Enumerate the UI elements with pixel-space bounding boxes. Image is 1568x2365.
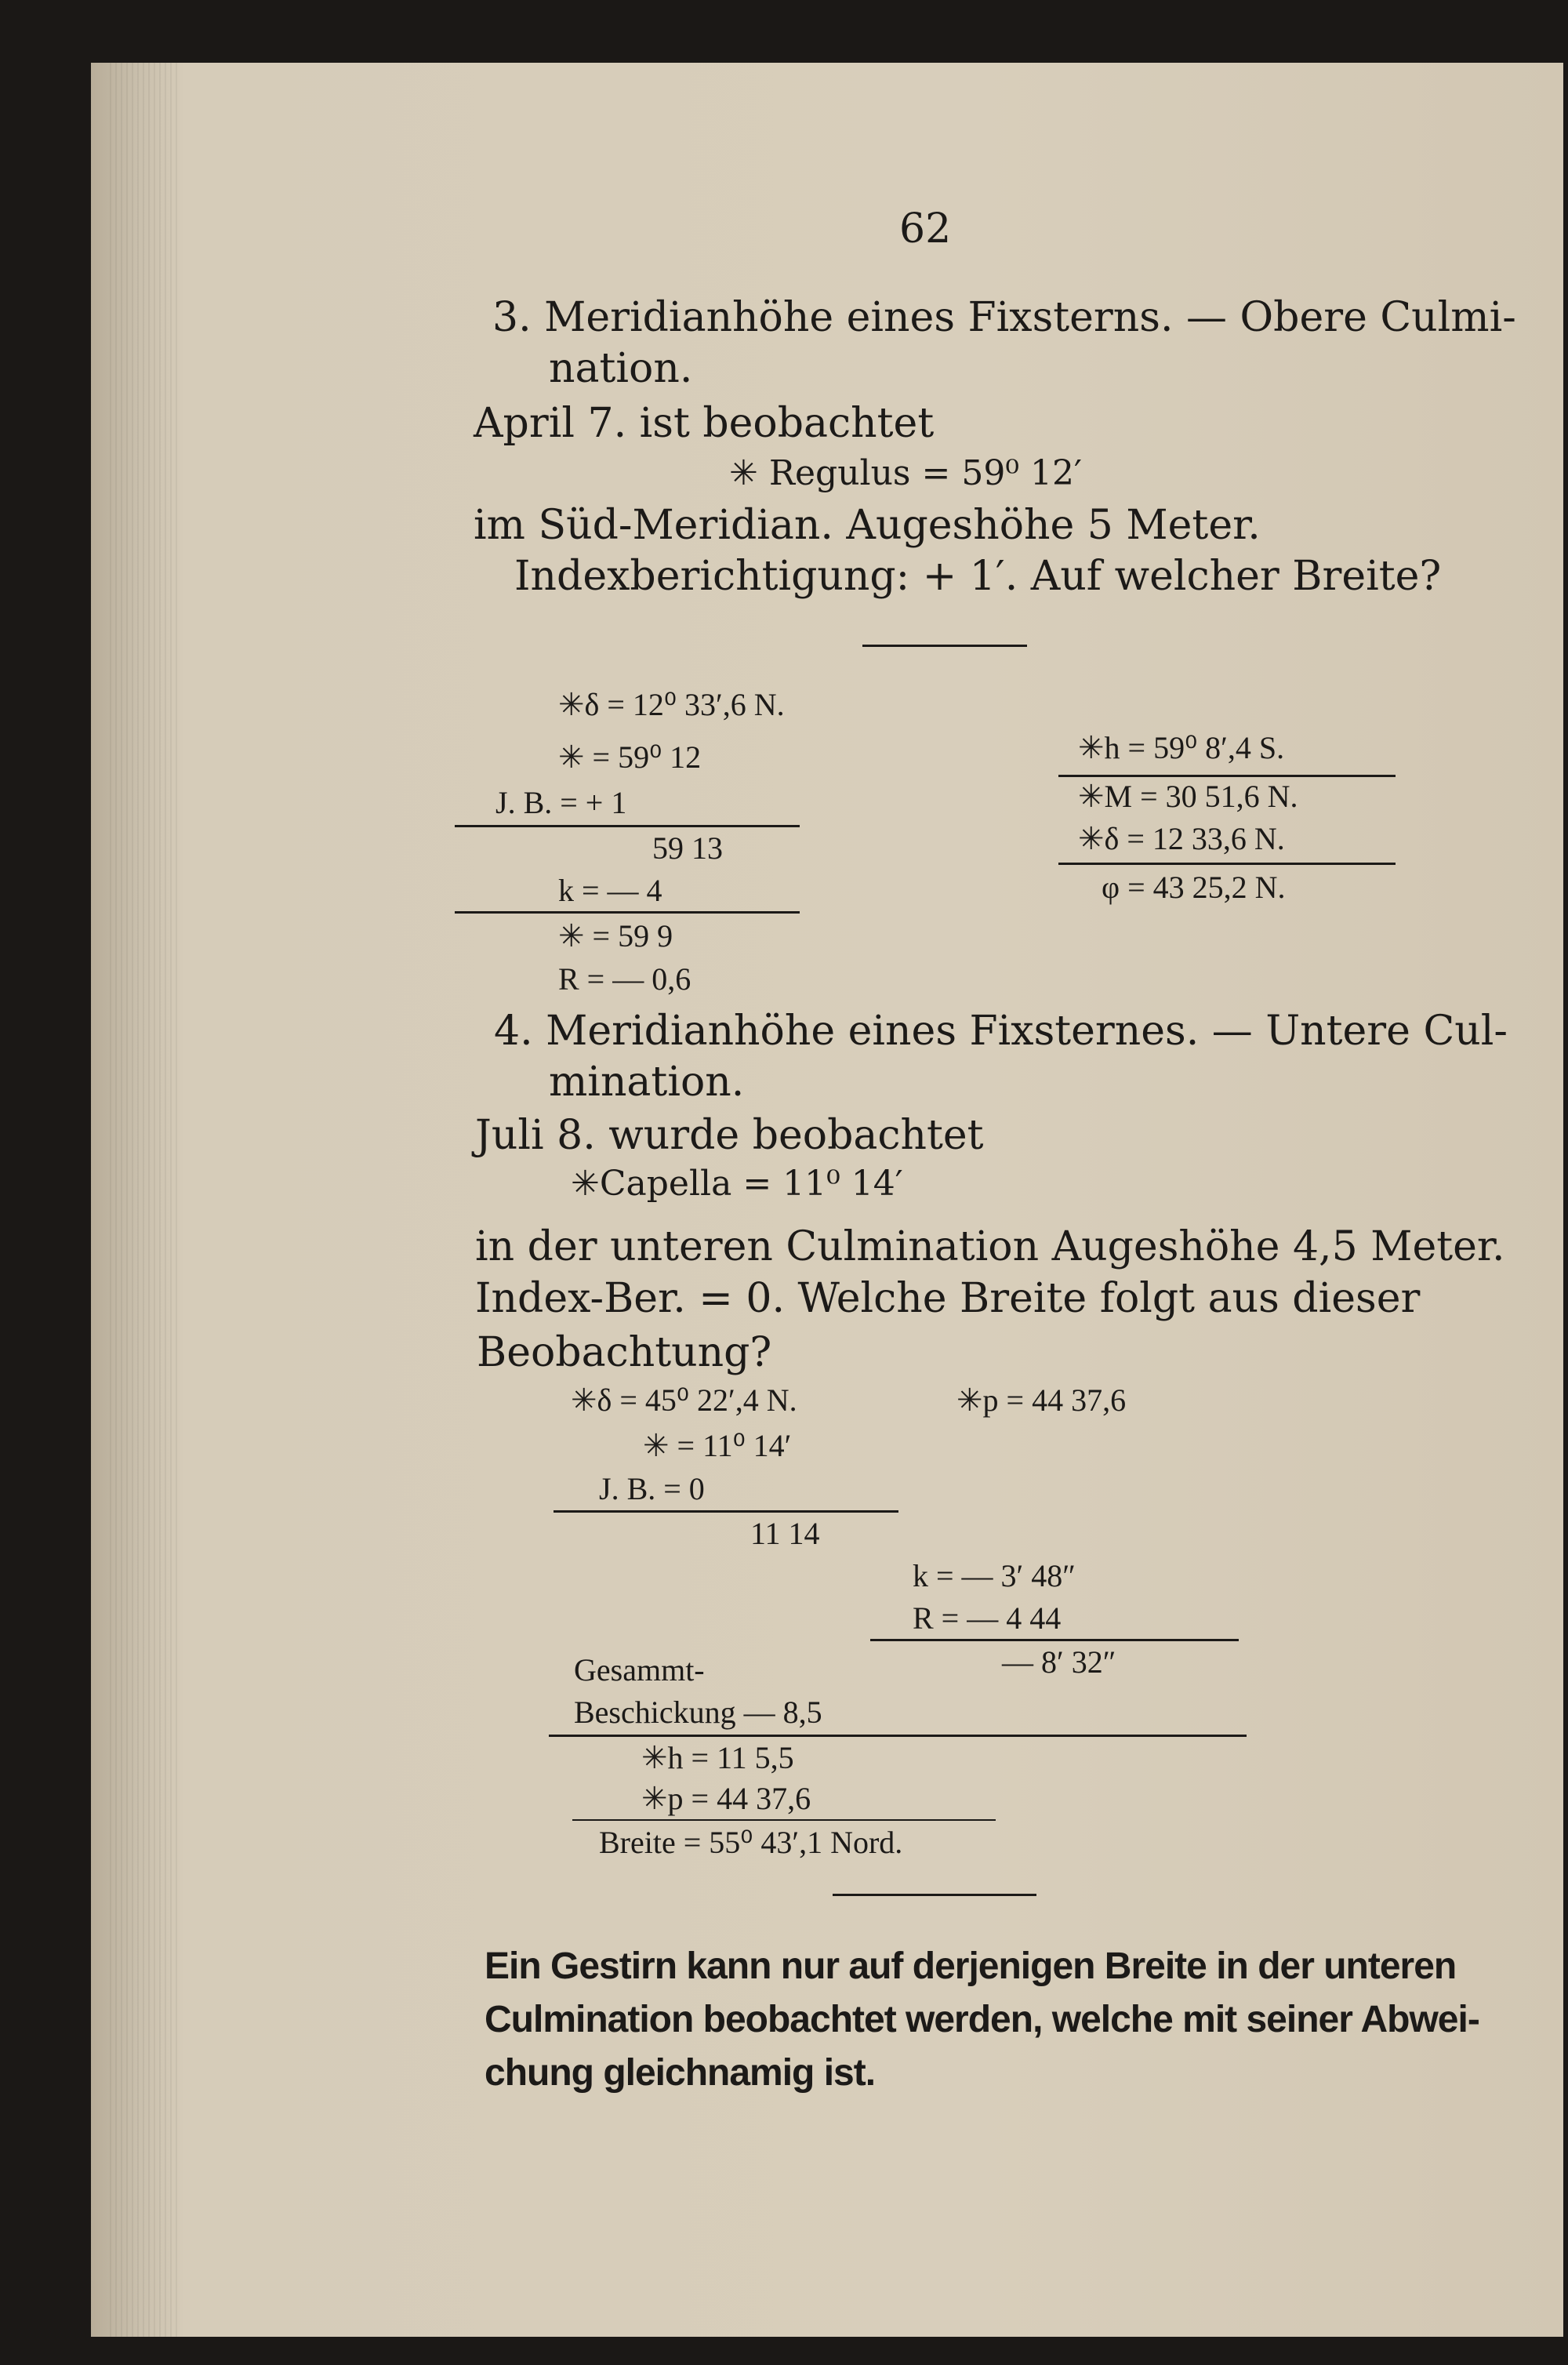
calc3-star2: ✳ = 59 9 bbox=[558, 918, 673, 954]
calc3-k: k = — 4 bbox=[558, 873, 662, 908]
calc4-total: — 8′ 32″ bbox=[1002, 1644, 1116, 1680]
calc4-rule-2 bbox=[870, 1639, 1239, 1641]
note-line-2: Culmination beobachtet werden, welche mit seiner Abwei- bbox=[485, 1999, 1479, 2040]
calc4-rule-4 bbox=[572, 1819, 996, 1821]
separator-1 bbox=[862, 645, 1027, 647]
calc3-decl: ✳δ = 12⁰ 33′,6 N. bbox=[558, 687, 785, 722]
calc3-star: ✳ = 59⁰ 12 bbox=[558, 739, 702, 775]
calc4-h: ✳h = 11 5,5 bbox=[641, 1740, 794, 1775]
section4-line-c: Beobachtung? bbox=[477, 1329, 772, 1376]
section4-heading-2: mination. bbox=[549, 1059, 745, 1106]
calc4-p: ✳p = 44 37,6 bbox=[641, 1781, 811, 1816]
calc3-rule-2 bbox=[455, 911, 800, 914]
section4-date: Juli 8. wurde beobachtet bbox=[475, 1112, 984, 1159]
calc3-decl-r: ✳δ = 12 33,6 N. bbox=[1078, 821, 1285, 856]
calc4-R: R = — 4 44 bbox=[913, 1600, 1062, 1636]
section3-index: Indexberichtigung: + 1′. Auf welcher Breite? bbox=[514, 553, 1442, 600]
calc3-rule-r2 bbox=[1058, 863, 1396, 865]
page-edges bbox=[110, 63, 180, 2337]
section3-heading-2: nation. bbox=[549, 345, 693, 392]
calc4-decl: ✳δ = 45⁰ 22′,4 N. bbox=[571, 1382, 797, 1418]
section3-observed: ✳ Regulus = 59⁰ 12′ bbox=[729, 453, 1082, 493]
calc4-jb: J. B. = 0 bbox=[599, 1471, 705, 1506]
gesammt-2: Beschickung — 8,5 bbox=[574, 1695, 822, 1730]
calc4-rule-1 bbox=[554, 1510, 898, 1513]
calc4-breite: Breite = 55⁰ 43′,1 Nord. bbox=[599, 1825, 903, 1860]
calc3-rule-r1 bbox=[1058, 775, 1396, 777]
page-number: 62 bbox=[899, 205, 952, 252]
section3-meridian: im Süd-Meridian. Augeshöhe 5 Meter. bbox=[474, 502, 1261, 549]
calc3-sum: 59 13 bbox=[652, 830, 723, 866]
calc4-k: k = — 3′ 48″ bbox=[913, 1558, 1076, 1593]
section3-heading-1: 3. Meridianhöhe eines Fixsterns. — Obere Culmi- bbox=[492, 294, 1516, 341]
gesammt-1: Gesammt- bbox=[574, 1652, 705, 1687]
calc4-star: ✳ = 11⁰ 14′ bbox=[643, 1428, 792, 1463]
calc3-M: ✳M = 30 51,6 N. bbox=[1078, 779, 1298, 814]
calc3-rule-1 bbox=[455, 825, 800, 827]
section4-heading-1: 4. Meridianhöhe eines Fixsternes. — Untere Cul- bbox=[494, 1008, 1508, 1055]
section4-line-b: Index-Ber. = 0. Welche Breite folgt aus dieser bbox=[475, 1275, 1421, 1322]
section3-date: April 7. ist beobachtet bbox=[474, 400, 935, 447]
calc4-sum: 11 14 bbox=[750, 1516, 820, 1551]
note-line-1: Ein Gestirn kann nur auf derjenigen Breite in der unteren bbox=[485, 1945, 1457, 1987]
calc3-h: ✳h = 59⁰ 8′,4 S. bbox=[1078, 730, 1285, 765]
calc3-jb: J. B. = + 1 bbox=[495, 785, 627, 820]
calc4-p-top: ✳p = 44 37,6 bbox=[956, 1382, 1127, 1418]
note-line-3: chung gleichnamig ist. bbox=[485, 2052, 876, 2094]
calc4-rule-3 bbox=[549, 1735, 1247, 1737]
separator-2 bbox=[833, 1894, 1036, 1896]
section4-observed: ✳Capella = 11⁰ 14′ bbox=[571, 1164, 903, 1204]
section4-line-a: in der unteren Culmination Augeshöhe 4,5 Meter. bbox=[475, 1223, 1505, 1270]
calc3-phi: φ = 43 25,2 N. bbox=[1102, 870, 1286, 905]
calc3-R: R = — 0,6 bbox=[558, 961, 691, 997]
